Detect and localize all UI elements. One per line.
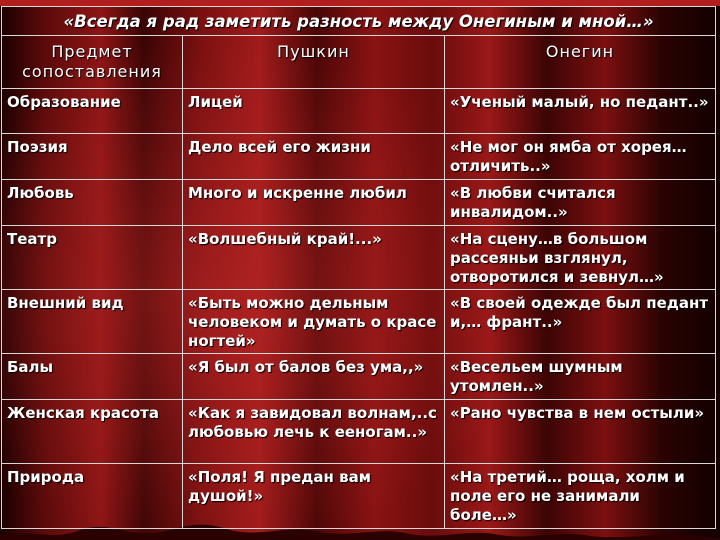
row-onegin: «На сцену…в большом рассеяньи взглянул, отворотился и зевнул…» xyxy=(445,226,716,290)
comparison-table xyxy=(1,6,716,529)
row-subject: Любовь xyxy=(2,180,183,226)
row-subject: Балы xyxy=(2,354,183,400)
row-onegin: «В своей одежде был педант и,… франт..» xyxy=(445,290,716,354)
table-row xyxy=(2,134,716,180)
table-row xyxy=(2,354,716,400)
row-onegin: «Весельем шумным утомлен..» xyxy=(445,354,716,400)
table-row xyxy=(2,89,716,134)
row-subject: Женская красота xyxy=(2,400,183,464)
row-subject: Поэзия xyxy=(2,134,183,180)
row-subject: Образование xyxy=(2,89,183,134)
row-pushkin: Дело всей его жизни xyxy=(183,134,445,180)
title-row xyxy=(2,7,716,36)
row-subject: Театр xyxy=(2,226,183,290)
row-pushkin: «Я был от балов без ума,,» xyxy=(183,354,445,400)
row-onegin: «Не мог он ямба от хорея…отличить..» xyxy=(445,134,716,180)
header-subject: Предмет сопоставления xyxy=(2,36,183,89)
row-onegin: «На третий… роща, холм и поле его не занимали боле…» xyxy=(445,464,716,529)
header-onegin: Онегин xyxy=(445,36,716,89)
row-pushkin: Лицей xyxy=(183,89,445,134)
row-pushkin: «Волшебный край!...» xyxy=(183,226,445,290)
row-onegin: «Ученый малый, но педант..» xyxy=(445,89,716,134)
row-pushkin: «Как я завидовал волнам,..с любовью лечь к ееногам..» xyxy=(183,400,445,464)
row-onegin: «Рано чувства в нем остыли» xyxy=(445,400,716,464)
table-row xyxy=(2,180,716,226)
table-title: «Всегда я рад заметить разность между Онегиным и мной…» xyxy=(2,7,716,36)
table-row xyxy=(2,226,716,290)
row-pushkin: «Быть можно дельным человеком и думать о красе ногтей» xyxy=(183,290,445,354)
table-row xyxy=(2,464,716,529)
row-onegin: «В любви считался инвалидом..» xyxy=(445,180,716,226)
row-subject: Природа xyxy=(2,464,183,529)
header-row xyxy=(2,36,716,89)
row-pushkin: «Поля! Я предан вам душой!» xyxy=(183,464,445,529)
header-pushkin: Пушкин xyxy=(183,36,445,89)
row-subject: Внешний вид xyxy=(2,290,183,354)
table-row xyxy=(2,400,716,464)
row-pushkin: Много и искренне любил xyxy=(183,180,445,226)
table-row xyxy=(2,290,716,354)
comparison-table-frame xyxy=(1,6,716,528)
